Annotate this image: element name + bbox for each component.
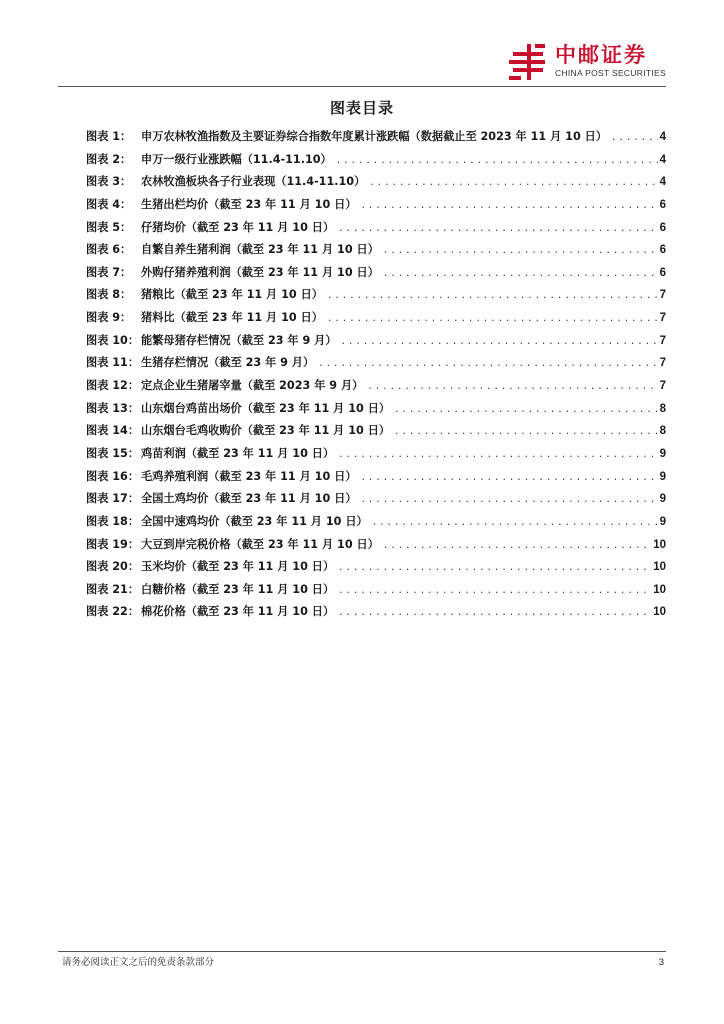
toc-entry-leader-dots (361, 195, 658, 218)
toc-entry-page: 4 (659, 176, 666, 189)
toc-entry-page: 9 (659, 493, 666, 506)
toc-entry-title: 猪料比（截至 23 年 11 月 10 日） (141, 311, 323, 325)
toc-entry[interactable] (86, 534, 666, 557)
toc-entry-label: 图表 1： (86, 130, 132, 143)
toc-entry-page: 9 (659, 447, 666, 460)
toc-entry-label: 图表 10： (86, 333, 140, 347)
toc-entry-title: 山东烟台毛鸡收购价（截至 23 年 11 月 10 日） (141, 424, 391, 438)
toc-entry-label: 图表 13： (86, 401, 140, 415)
toc-entry-page: 6 (659, 244, 666, 257)
toc-entry-page: 9 (659, 515, 666, 528)
toc-entry-page: 10 (653, 538, 666, 551)
toc-entry-leader-dots (338, 580, 651, 603)
toc-entry-leader-dots (338, 218, 657, 241)
toc-entry-title: 玉米均价（截至 23 年 11 月 10 日） (141, 560, 335, 574)
toc-entry-label: 图表 6： (86, 243, 132, 257)
toc-entry-page: 10 (653, 606, 666, 619)
toc-entry-label: 图表 8： (86, 288, 132, 302)
toc-entry-leader-dots (383, 240, 658, 263)
toc-entry-leader-dots (361, 467, 658, 490)
toc-entry-title: 山东烟台鸡苗出场价（截至 23 年 11 月 10 日） (141, 401, 391, 415)
toc-entry-leader-dots (372, 512, 658, 535)
toc-entry-title: 全国中速鸡均价（截至 23 年 11 月 10 日） (141, 514, 368, 528)
toc-entry-leader-dots (361, 489, 658, 512)
toc-entry-title: 农林牧渔板块各子行业表现（11.4-11.10） (141, 175, 366, 189)
toc-entry[interactable] (86, 579, 666, 602)
toc-entry-leader-dots (394, 399, 658, 422)
header-divider (58, 86, 666, 87)
toc-entry-page: 9 (659, 470, 666, 483)
table-of-figures (86, 126, 666, 624)
toc-entry-page: 6 (659, 198, 666, 211)
toc-entry-leader-dots (341, 331, 658, 354)
toc-entry[interactable] (86, 194, 666, 217)
toc-entry-title: 大豆到岸完税价格（截至 23 年 11 月 10 日） (141, 537, 379, 551)
toc-entry-page: 7 (659, 334, 666, 347)
toc-entry-title: 棉花价格（截至 23 年 11 月 10 日） (141, 605, 335, 619)
toc-entry-title: 生猪存栏情况（截至 23 年 9 月） (141, 356, 315, 370)
toc-entry-label: 图表 18： (86, 514, 140, 528)
toc-entry[interactable] (86, 307, 666, 330)
toc-entry-page: 7 (659, 357, 666, 370)
toc-entry[interactable] (86, 511, 666, 534)
toc-entry[interactable] (86, 239, 666, 262)
footer-divider (58, 951, 666, 952)
toc-entry-label: 图表 17： (86, 492, 140, 506)
brand-name-cn: 中邮证券 (555, 43, 647, 67)
toc-entry-page: 4 (659, 131, 666, 143)
toc-entry[interactable] (86, 352, 666, 375)
toc-entry[interactable] (86, 443, 666, 466)
toc-entry-leader-dots (338, 444, 657, 467)
toc-entry-leader-dots (327, 308, 658, 331)
toc-entry-label: 图表 12： (86, 379, 140, 393)
toc-entry[interactable] (86, 262, 666, 285)
toc-entry-page: 6 (659, 221, 666, 234)
toc-entry-label: 图表 14： (86, 424, 140, 438)
toc-entry-title: 仔猪均价（截至 23 年 11 月 10 日） (141, 220, 335, 234)
toc-entry[interactable] (86, 488, 666, 511)
toc-entry-label: 图表 19： (86, 537, 140, 551)
toc-entry-leader-dots (338, 557, 651, 580)
toc-entry[interactable] (86, 398, 666, 421)
toc-entry[interactable] (86, 171, 666, 194)
toc-title: 图表目录 (329, 99, 394, 117)
toc-entry-label: 图表 3： (86, 175, 132, 189)
toc-entry[interactable] (86, 420, 666, 443)
toc-entry-leader-dots (318, 353, 657, 376)
toc-entry-label: 图表 20： (86, 560, 140, 574)
toc-entry-page: 8 (659, 425, 666, 438)
page-number: 3 (658, 957, 664, 968)
page-header (58, 40, 666, 86)
toc-entry-page: 10 (653, 561, 666, 574)
toc-entry-title: 申万一级行业涨跌幅（11.4-11.10） (141, 152, 332, 166)
toc-entry-title: 白糖价格（截至 23 年 11 月 10 日） (141, 582, 335, 596)
toc-entry[interactable] (86, 126, 666, 149)
toc-entry-leader-dots (369, 172, 657, 195)
toc-entry-page: 10 (653, 583, 666, 596)
toc-entry-leader-dots (383, 535, 651, 558)
toc-entry-title: 外购仔猪养殖利润（截至 23 年 11 月 10 日） (141, 265, 379, 279)
toc-entry-title: 能繁母猪存栏情况（截至 23 年 9 月） (141, 333, 337, 347)
toc-entry-title: 生猪出栏均价（截至 23 年 11 月 10 日） (141, 197, 357, 211)
toc-entry-label: 图表 21： (86, 582, 140, 596)
toc-entry-label: 图表 15： (86, 446, 140, 460)
toc-entry[interactable] (86, 556, 666, 579)
toc-entry-leader-dots (327, 285, 658, 308)
toc-entry-label: 图表 4： (86, 197, 132, 211)
toc-entry[interactable] (86, 466, 666, 489)
toc-entry-title: 鸡苗利润（截至 23 年 11 月 10 日） (141, 446, 335, 460)
toc-entry-title: 猪粮比（截至 23 年 11 月 10 日） (141, 288, 323, 302)
china-post-logo-icon (505, 40, 549, 84)
toc-entry-title: 定点企业生猪屠宰量（截至 2023 年 9 月） (141, 379, 364, 393)
toc-entry[interactable] (86, 375, 666, 398)
toc-entry-label: 图表 2： (86, 152, 132, 166)
toc-entry-leader-dots (611, 127, 658, 150)
toc-entry[interactable] (86, 284, 666, 307)
toc-entry[interactable] (86, 601, 666, 624)
toc-entry-leader-dots (338, 602, 651, 625)
toc-entry-label: 图表 7： (86, 265, 132, 279)
toc-entry-label: 图表 16： (86, 469, 140, 483)
toc-entry[interactable] (86, 217, 666, 240)
toc-entry-page: 8 (659, 402, 666, 415)
toc-entry-page: 4 (659, 153, 666, 166)
toc-entry-label: 图表 11： (86, 356, 140, 370)
toc-entry-leader-dots (383, 263, 658, 286)
toc-entry-leader-dots (367, 376, 657, 399)
toc-entry-label: 图表 5： (86, 220, 132, 234)
toc-entry-page: 7 (659, 312, 666, 325)
toc-entry-page: 6 (659, 266, 666, 279)
toc-entry-label: 图表 22： (86, 605, 140, 619)
toc-entry-label: 图表 9： (86, 311, 132, 325)
toc-entry-leader-dots (336, 150, 658, 173)
toc-entry-page: 7 (659, 289, 666, 302)
toc-entry[interactable] (86, 330, 666, 353)
toc-entry-title: 全国土鸡均价（截至 23 年 11 月 10 日） (141, 492, 357, 506)
footer-disclaimer: 请务必阅读正文之后的免责条款部分 (62, 957, 215, 968)
brand-name-en: CHINA POST SECURITIES (555, 68, 666, 78)
toc-entry-title: 毛鸡养殖利润（截至 23 年 11 月 10 日） (141, 469, 357, 483)
toc-entry-leader-dots (394, 421, 658, 444)
toc-entry-page: 7 (659, 380, 666, 393)
brand-logo (505, 40, 666, 84)
toc-entry-title: 申万农林牧渔指数及主要证券综合指数年度累计涨跌幅（数据截止至 2023 年 11 月 10 日） (141, 130, 608, 143)
toc-entry[interactable] (86, 149, 666, 172)
toc-entry-title: 自繁自养生猪利润（截至 23 年 11 月 10 日） (141, 243, 379, 257)
